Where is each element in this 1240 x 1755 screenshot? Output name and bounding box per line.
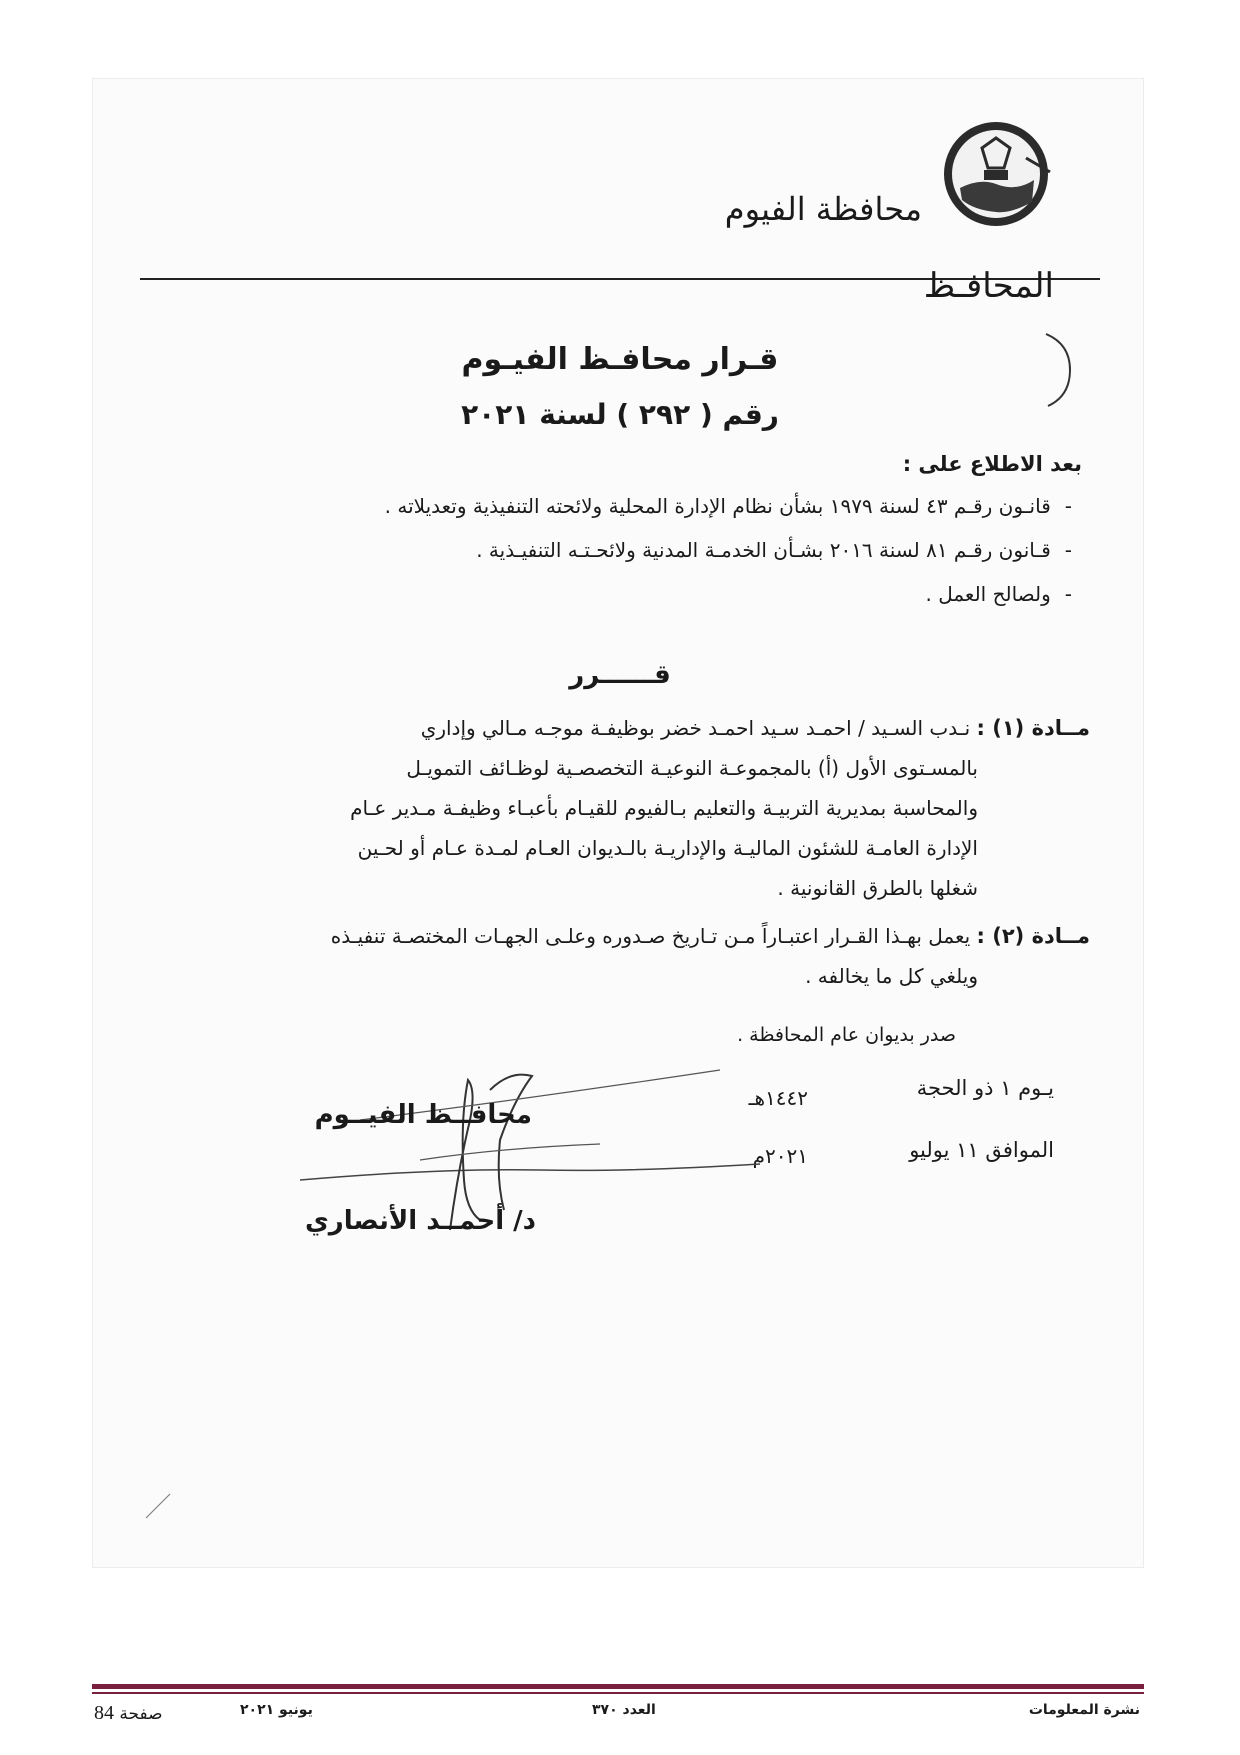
decision-title: قـرار محافـظ الفيـوم — [461, 342, 779, 377]
preamble-item: -قـانون رقـم ٨١ لسنة ٢٠١٦ بشـأن الخدمـة المدنية ولائحـتـه التنفيـذية . — [476, 538, 1072, 562]
preamble-item-text: ولصالح العمل . — [925, 582, 1051, 606]
article-line: يعمل بهـذا القـرار اعتبـاراً مـن تـاريخ صـدوره وعلـى الجهـات المختصـة تنفيـذه — [330, 924, 971, 948]
preamble-intro: بعد الاطلاع على : — [902, 452, 1082, 476]
article-2 — [150, 916, 1090, 996]
article-line: بالمسـتوى الأول (أ) بالمجموعـة النوعيـة التخصصـية لوظـائف التمويـل — [406, 756, 978, 780]
preamble-item-text: قـانون رقـم ٨١ لسنة ٢٠١٦ بشـأن الخدمـة المدنية ولائحـتـه التنفيـذية . — [476, 538, 1051, 562]
article-line: نـدب السـيد / احمـد سـيد احمـد خضر بوظيفـة موجـه مـالي وإداري — [420, 716, 971, 740]
page-number: 84 — [94, 1702, 114, 1724]
article-line: الإدارة العامـة للشئون الماليـة والإداريـة بالـديوان العـام لمـدة عـام أو لحـين — [357, 836, 978, 860]
footer-page — [94, 1702, 163, 1725]
issued-at: صدر بديوان عام المحافظة . — [737, 1024, 956, 1046]
article-line: ويلغي كل ما يخالفه . — [805, 964, 978, 988]
article-1 — [150, 708, 1090, 908]
preamble-item: -قانـون رقـم ٤٣ لسنة ١٩٧٩ بشأن نظام الإدارة المحلية ولائحته التنفيذية وتعديلاته . — [384, 494, 1072, 518]
footer-date: يونيو ٢٠٢١ — [240, 1702, 313, 1718]
article-label: مــادة (٢) : — [976, 924, 1090, 948]
gregorian-year: ٢٠٢١م — [752, 1144, 808, 1168]
hijri-year: ١٤٤٢هـ — [748, 1086, 808, 1110]
office-title: المحافـظ — [923, 266, 1054, 306]
governorate-name: محافظة الفيوم — [724, 190, 922, 228]
decision-number: رقم ( ٢٩٢ ) لسنة ٢٠٢١ — [461, 398, 779, 431]
stray-pen-mark — [144, 1490, 174, 1520]
footer-rule — [92, 1684, 1144, 1689]
footer-rule-thin — [92, 1692, 1144, 1694]
governorate-seal-icon — [940, 118, 1052, 230]
signatory-title: محافــظ الفيــوم — [314, 1100, 532, 1130]
article-line: شغلها بالطرق القانونية . — [777, 876, 978, 900]
article-line: والمحاسبة بمديرية التربيـة والتعليم بـالفيوم للقيـام بأعبـاء وظيفـة مـدير عـام — [350, 796, 978, 820]
footer-issue: العدد ٣٧٠ — [592, 1702, 656, 1718]
article-body — [150, 916, 1090, 996]
preamble-list — [172, 496, 1072, 628]
decision-heading: قــــــرر — [569, 660, 671, 690]
page-label: صفحة — [119, 1704, 163, 1724]
hijri-date: يـوم ١ ذو الحجة — [916, 1076, 1054, 1100]
preamble-item-text: قانـون رقـم ٤٣ لسنة ١٩٧٩ بشأن نظام الإدارة المحلية ولائحته التنفيذية وتعديلاته . — [384, 494, 1051, 518]
signatory-name: د/ أحمــد الأنصاري — [304, 1206, 536, 1236]
article-body — [150, 708, 1090, 908]
footer-publication: نشرة المعلومات — [1028, 1702, 1140, 1718]
gregorian-date: الموافق ١١ يوليو — [909, 1138, 1054, 1162]
article-label: مــادة (١) : — [976, 716, 1090, 740]
preamble-item: -ولصالح العمل . — [925, 582, 1072, 606]
